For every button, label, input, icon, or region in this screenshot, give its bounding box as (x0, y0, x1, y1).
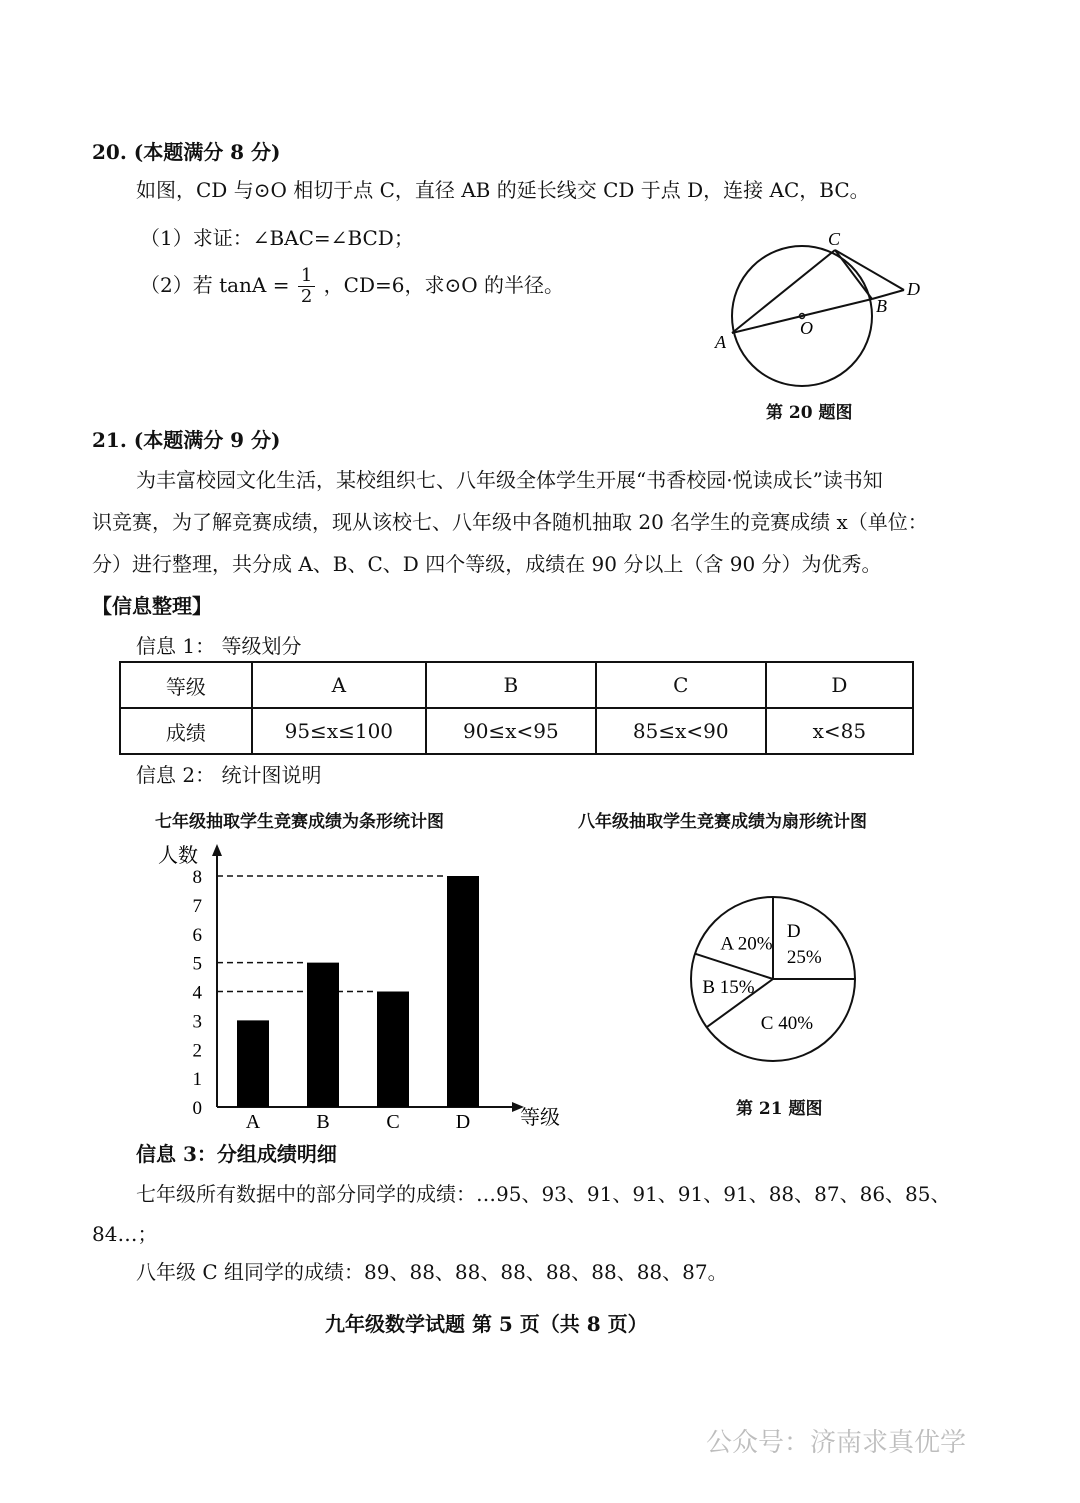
q20-part1: （1）求证：∠BAC=∠BCD； (140, 226, 414, 250)
grade-table-header-cell: A (252, 662, 426, 708)
watermark: 公众号：济南求真优学 (706, 1428, 967, 1458)
x-tick-label: D (455, 1111, 471, 1133)
tangent-cd (835, 250, 904, 290)
grade-table-header-cell: D (766, 662, 913, 708)
label-c: C (828, 229, 841, 249)
y-tick-label: 3 (192, 1011, 202, 1033)
grade-table-cell: x<85 (766, 708, 913, 754)
q20-figure (700, 220, 940, 400)
q20-figure-caption: 第 20 题图 (766, 403, 853, 423)
pie-slice-pct: 20% (737, 933, 773, 955)
q21-header: 21. (本题满分 9 分) (92, 428, 281, 452)
y-tick-label: 1 (192, 1069, 202, 1091)
y-axis-arrow (212, 844, 222, 856)
grade-table (119, 661, 914, 755)
detail-line3: 八年级 C 组同学的成绩：89、88、88、88、88、88、88、87。 (136, 1260, 728, 1284)
grade-table-cell: 85≤x<90 (596, 708, 766, 754)
pie-chart-title: 八年级抽取学生竞赛成绩为扇形统计图 (578, 812, 867, 832)
q21-para-line3: 分）进行整理，共分成 A、B、C、D 四个等级，成绩在 90 分以上（含 90 分）为优秀。 (92, 552, 882, 576)
grade-table-header-cell: C (596, 662, 766, 708)
pie-slice-pct: 15% (719, 977, 755, 999)
grade-table-header-cell: 等级 (120, 662, 252, 708)
q20-header: 20. (本题满分 8 分) (92, 140, 281, 164)
q20-stem: 如图，CD 与⊙O 相切于点 C，直径 AB 的延长线交 CD 于点 D，连接 AC，BC。 (136, 178, 870, 202)
x-tick-label: A (245, 1111, 261, 1133)
grade-table-cell: 90≤x<95 (426, 708, 596, 754)
pie-slice-pct: 40% (778, 1012, 814, 1034)
info-heading: 【信息整理】 (92, 594, 212, 618)
y-tick-label: 2 (192, 1040, 202, 1062)
label-o: O (800, 318, 813, 338)
y-tick-label: 4 (192, 982, 202, 1004)
segment-bc (835, 250, 872, 299)
label-b: B (876, 296, 887, 316)
x-tick-label: B (316, 1111, 330, 1133)
pie-slice-label: A 20% (720, 933, 773, 955)
q20-fraction-denominator: 2 (300, 286, 313, 307)
q20-fraction (298, 266, 315, 307)
detail-line1: 七年级所有数据中的部分同学的成绩：…95、93、91、91、91、91、88、87、86、85、 (136, 1182, 951, 1206)
pie-chart (680, 890, 880, 1070)
bar-chart-title: 七年级抽取学生竞赛成绩为条形统计图 (155, 812, 444, 832)
bar-c (377, 992, 409, 1108)
pie-slice-label: D (786, 921, 801, 943)
page-footer: 九年级数学试题 第 5 页（共 8 页） (325, 1312, 648, 1336)
y-tick-label: 8 (192, 867, 202, 888)
y-tick-label: 5 (192, 953, 202, 975)
info2-title: 信息 2： 统计图说明 (136, 763, 322, 787)
bar-b (307, 963, 339, 1107)
y-axis-label: 人数 (158, 845, 198, 867)
grade-table-cell: 95≤x≤100 (252, 708, 426, 754)
label-d: D (907, 279, 920, 299)
q21-para-line1: 为丰富校园文化生活，某校组织七、八年级全体学生开展“书香校园·悦读成长”读书知 (136, 468, 883, 492)
bar-d (447, 876, 479, 1107)
pie-caption: 第 21 题图 (736, 1099, 823, 1119)
grade-table-score-row (120, 708, 913, 754)
grade-table-header-row (120, 662, 913, 708)
info1-title: 信息 1： 等级划分 (136, 634, 302, 658)
x-axis-label: 等级 (520, 1107, 560, 1129)
pie-slice-pct: 25% (786, 947, 822, 969)
pie-slice-label: B 15% (702, 977, 755, 999)
y-tick-label: 6 (192, 924, 202, 946)
q20-fraction-numerator: 1 (298, 266, 315, 287)
bar-chart (150, 838, 590, 1138)
q20-part2 (140, 266, 564, 307)
pie-slice-label: C 40% (760, 1012, 814, 1034)
info3-title: 信息 3：分组成绩明细 (136, 1142, 337, 1166)
detail-line2: 84…； (92, 1222, 158, 1246)
y-tick-label: 0 (192, 1098, 202, 1119)
label-a: A (715, 332, 726, 352)
q21-para-line2: 识竞赛，为了解竞赛成绩，现从该校七、八年级中各随机抽取 20 名学生的竞赛成绩 x（单位： (92, 510, 928, 534)
grade-table-cell: 成绩 (120, 708, 252, 754)
q20-part2-prefix: （2）若 tanA = (140, 273, 290, 297)
grade-table-header-cell: B (426, 662, 596, 708)
bar-a (237, 1020, 269, 1107)
y-tick-label: 7 (192, 895, 202, 917)
q20-part2-suffix: ，CD=6，求⊙O 的半径。 (323, 273, 564, 297)
x-tick-label: C (386, 1111, 400, 1133)
